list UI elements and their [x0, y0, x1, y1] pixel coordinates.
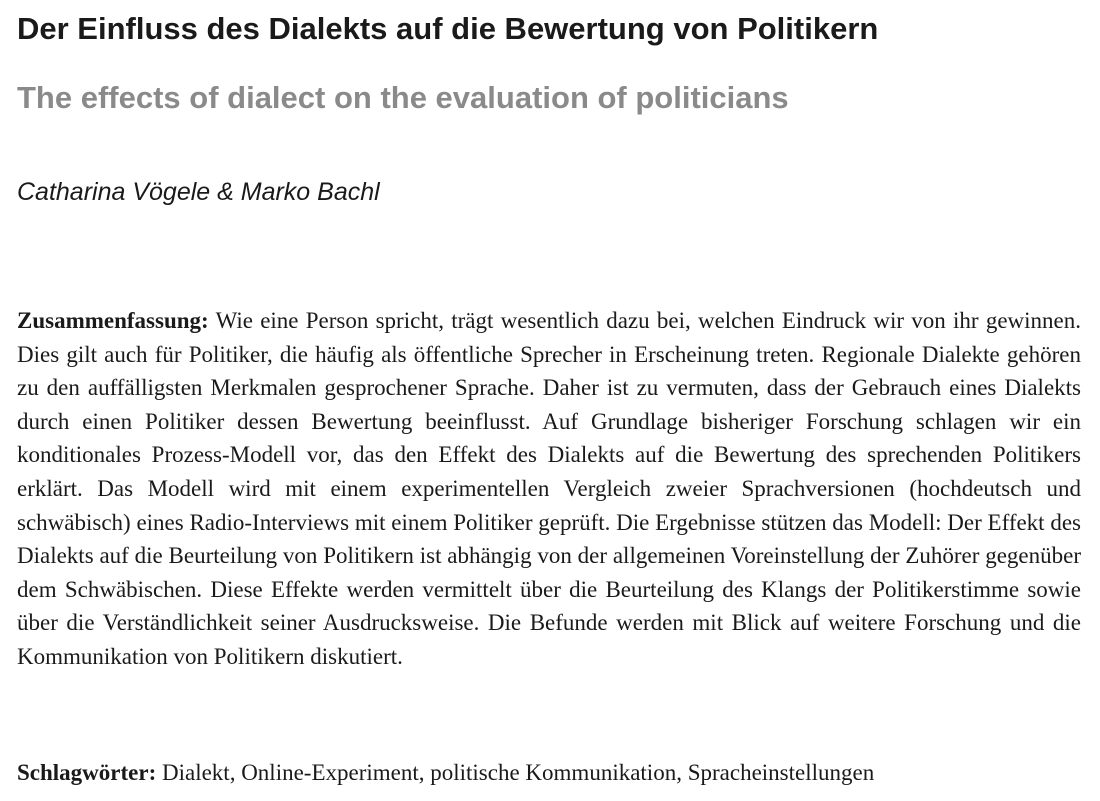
keywords-text: Dialekt, Online-Experiment, politische Kommunikation, Spracheinstellungen	[162, 760, 875, 785]
title-english: The effects of dialect on the evaluation of politicians	[17, 80, 789, 115]
keywords	[17, 756, 1081, 790]
abstract	[17, 304, 1081, 674]
authors: Catharina Vögele & Marko Bachl	[17, 178, 380, 206]
title-german: Der Einfluss des Dialekts auf die Bewertung von Politikern	[17, 11, 879, 46]
abstract-text: Wie eine Person spricht, trägt wesentlich dazu bei, welchen Eindruck wir von ihr gewinnen. Dies gilt auch für Politiker, die häufig als öffentliche Sprecher in Erscheinung treten. Regionale Dialekte gehören zu den auffälligsten Merkmalen gesprochener Sprache. Daher ist zu vermuten, dass der Gebrauch eines Dialekts durch einen Politiker dessen Bewertung beeinflusst. Auf Grundlage bisheriger Forschung schlagen wir ein konditionales Prozess-Modell vor, das den Effekt des Dialekts auf die Bewertung des sprechenden Politikers erklärt. Das Modell wird mit einem experimentellen Vergleich zweier Sprachversionen (hochdeutsch und schwäbisch) eines Radio-Interviews mit einem Politiker geprüft. Die Ergebnisse stützen das Modell: Der Effekt des Dialekts auf die Beurteilung von Politikern ist abhängig von der allgemeinen Voreinstellung der Zuhörer gegenüber dem Schwäbischen. Diese Effekte werden vermittelt über die Beurteilung des Klangs der Politikerstimme sowie über die Verständlichkeit seiner Ausdrucksweise. Die Befunde werden mit Blick auf weitere Forschung und die Kommunikation von Politikern diskutiert.	[17, 308, 1081, 669]
abstract-label: Zusammenfassung:	[17, 308, 209, 333]
keywords-label: Schlagwörter:	[17, 760, 157, 785]
